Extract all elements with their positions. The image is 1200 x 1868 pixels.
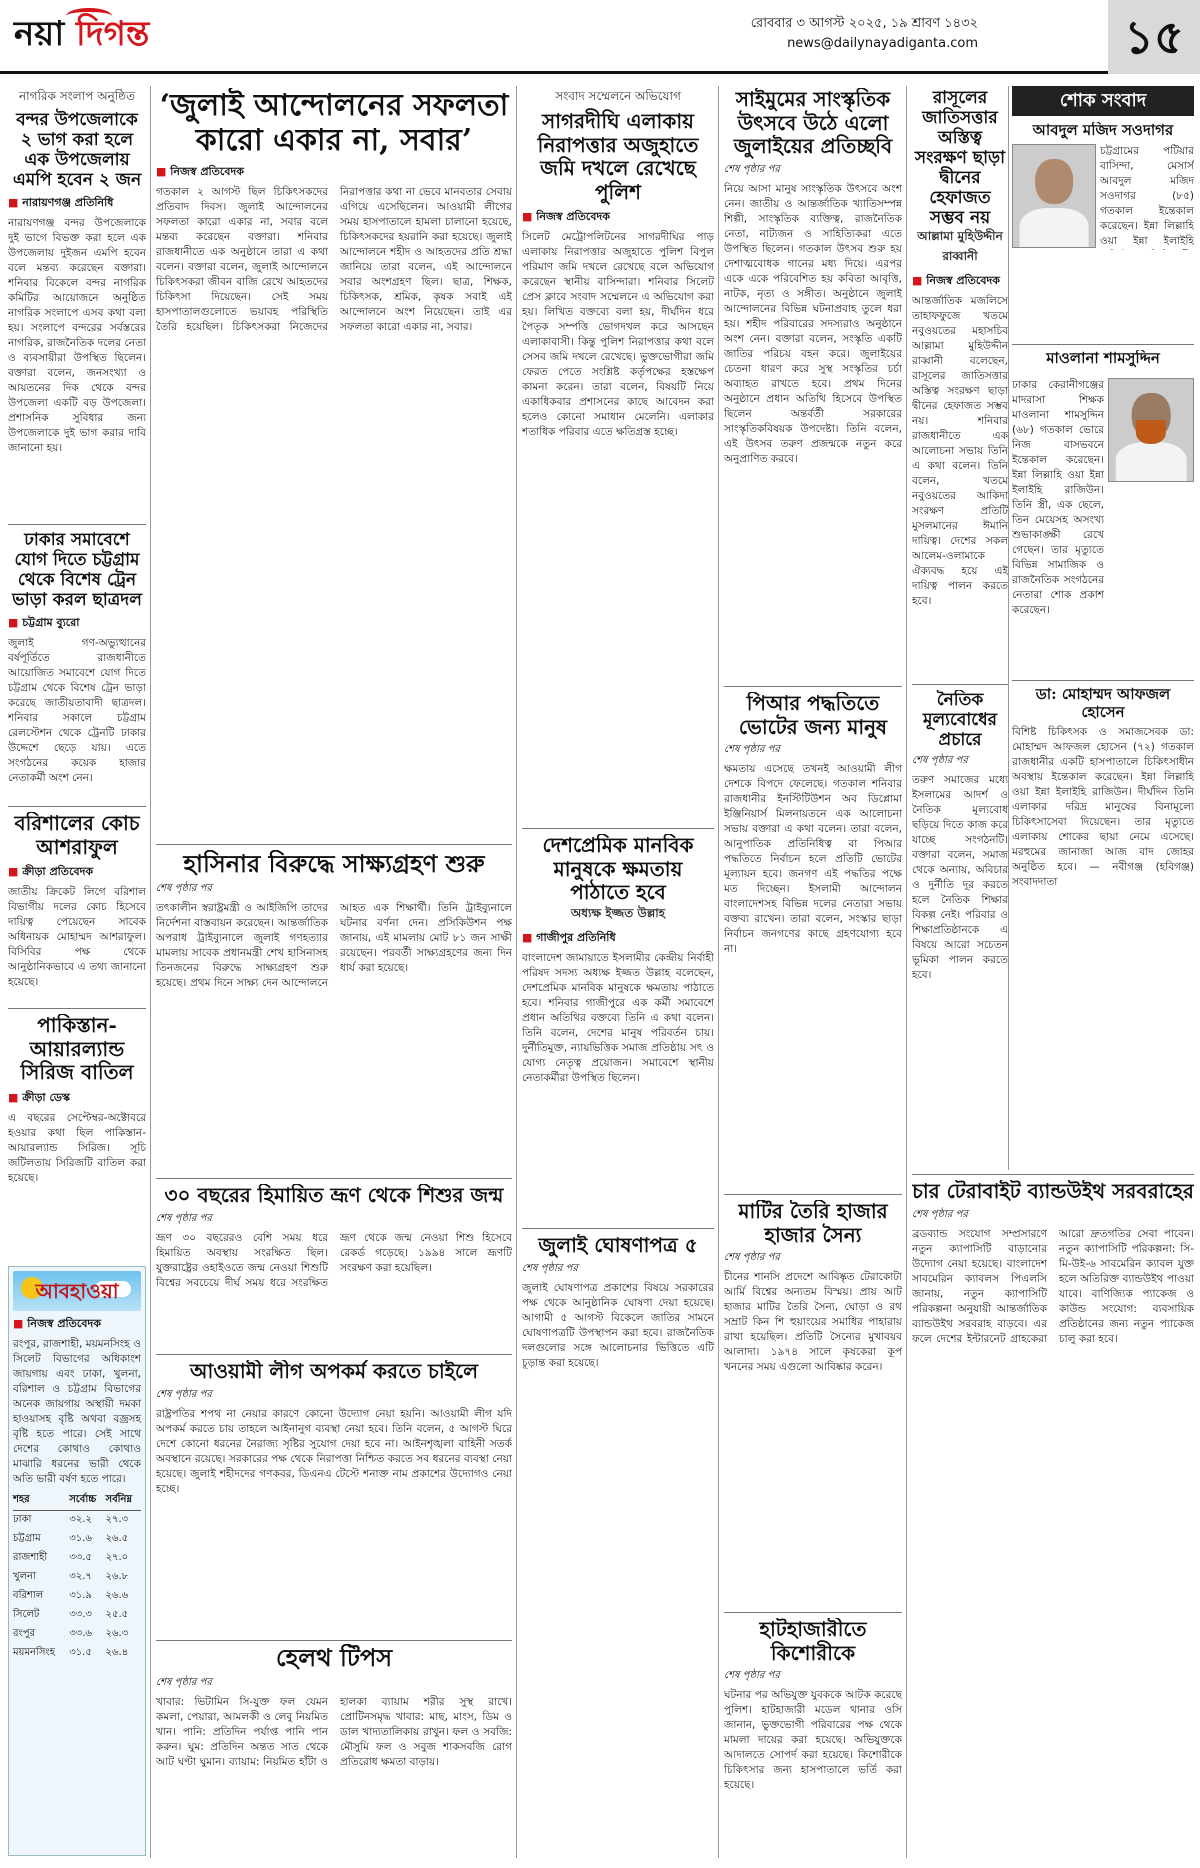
story-divider <box>156 1640 512 1641</box>
story-headline[interactable]: ‘জুলাই আন্দোলনের সফলতা কারো একার না, সবার’ <box>159 88 509 159</box>
story-kicker: সংবাদ সম্মেলনে অভিযোগ <box>555 89 681 103</box>
story-subhead: অধ্যক্ষ ইজ্জত উল্লাহ <box>570 905 666 920</box>
story-frozen-embryo <box>156 1184 512 1348</box>
story-divider <box>156 844 512 845</box>
min-cell: ২৬.৪ <box>105 1647 129 1658</box>
story-divider <box>8 524 146 525</box>
story-headline[interactable]: হাটহাজারীতে কিশোরীকে <box>759 1618 867 1665</box>
story-terracotta <box>724 1200 902 1606</box>
issue-date: রোববার ৩ আগস্ট ২০২৫, ১৯ শ্রাবণ ১৪৩২ <box>750 16 978 31</box>
story-kicker: নাগরিক সংলাপ অনুষ্ঠিত <box>18 89 136 103</box>
story-hasina-trial <box>156 850 512 1172</box>
table-row <box>13 1511 141 1531</box>
story-headline[interactable]: নৈতিক মূল্যবোধের প্রচারে <box>923 690 997 751</box>
max-cell: ৩১.৯ <box>69 1590 92 1601</box>
continued-label: শেষ পৃষ্ঠার পর <box>156 1677 212 1689</box>
continued-label: শেষ পৃষ্ঠার পর <box>156 1388 212 1400</box>
max-cell: ৩১.৫ <box>69 1647 92 1658</box>
column-rule <box>718 86 719 1858</box>
obituary-name[interactable]: ডা: মোহাম্মদ আফজল হোসেন <box>1035 686 1171 721</box>
min-cell: ২৬.৩ <box>105 1628 129 1639</box>
city-cell: চট্টগ্রাম <box>13 1533 41 1544</box>
max-cell: ৩৩.৫ <box>69 1552 92 1563</box>
story-patriotic-people <box>522 834 714 1222</box>
story-moral-values <box>912 690 1008 1168</box>
story-body: ব্রডব্যান্ড সংযোগ সম্প্রসারণে নতুন ক্যাপাসিটি বাড়ানোর উদ্যোগ নেয়া হয়েছে। বাংলাদেশ সাবমেরিন ক্যাবলস পিএলসি জানায়, নতুন ক্যাপাসিটি পরিকল্পনা অনুযায়ী আন্তর্জাতিক ব্যান্ডউইথ সরবরাহ বাড়বে। এর ফলে দেশের ইন্টারনেট গ্রাহকেরা আরো দ্রুতগতির সেবা পাবেন। নতুন ক্যাপাসিটি পরিকল্পনা: সি-মি-উই-৬ সাবমেরিন ক্যাবল যুক্ত হলে অতিরিক্ত ব্যান্ডউইথ পাওয়া যাবে। বাণিজ্যিক প্যাকেজ ও কাউন্ড সংযোগ: ব্যবসায়িক প্রতিষ্ঠানের জন্য নতুন প্যাকেজ চালু করা হবে। <box>912 1227 1194 1345</box>
obituary-name[interactable]: মাওলানা শামসুদ্দিন <box>1046 350 1160 367</box>
story-body: ঘটনার পর অভিযুক্ত যুবককে আটক করেছে পুলিশ। হাটহাজারী মডেল থানার ওসি জানান, ভুক্তভোগী পরিবারের পক্ষ থেকে মামলা দায়ের করা হয়েছে। অভিযুক্তকে আদালতে সোপর্দ করা হয়েছে। কিশোরীকে চিকিৎসার জন্য হাসপাতালে ভর্তি করা হয়েছে। <box>724 1689 902 1792</box>
obituary-3 <box>1012 686 1194 1168</box>
story-divider <box>1012 680 1194 681</box>
story-divider <box>1012 344 1194 345</box>
table-row <box>13 1644 141 1663</box>
city-cell: সিলেট <box>13 1609 40 1620</box>
story-divider <box>912 1174 1194 1175</box>
portrait-photo <box>1108 378 1194 482</box>
story-headline[interactable]: মাটির তৈরি হাজার হাজার সৈন্য <box>738 1200 888 1247</box>
story-headline[interactable]: চার টেরাবাইট ব্যান্ডউইথ সরবরাহের <box>912 1180 1194 1203</box>
city-cell: রংপুর <box>13 1628 36 1639</box>
dateline <box>751 14 978 54</box>
story-july-declaration <box>522 1234 714 1858</box>
story-body: বাংলাদেশ জামায়াতে ইসলামীর কেন্দ্রীয় নির্বাহী পরিষদ সদস্য অধ্যক্ষ ইজ্জত উল্লাহ বলেছেন, দেশপ্রেমিক মানবিক মানুষকে ক্ষমতায় পাঠাতে হবে। শনিবার গাজীপুরে এক কর্মী সমাবেশে প্রধান অতিথির বক্তব্যে তিনি এ কথা বলেন। তিনি বলেন, দেশের মানুষ পরিবর্তন চায়। দুর্নীতিমুক্ত, ন্যায়ভিত্তিক সমাজ প্রতিষ্ঠায় সৎ ও যোগ্য নেতৃত্ব প্রয়োজন। সমাবেশে স্থানীয় নেতাকর্মীরা উপস্থিত ছিলেন। <box>522 951 714 1084</box>
story-july-movement <box>156 88 512 878</box>
obituary-name[interactable]: আবদুল মজিদ সওদাগর <box>1032 122 1174 139</box>
weather-body: রংপুর, রাজশাহী, ময়মনসিংহ ও সিলেট বিভাগের অধিকাংশ জায়গায় এবং ঢাকা, খুলনা, বরিশাল ও চট্টগ্রাম বিভাগের অনেক জায়গায় অস্থায়ী দমকা হাওয়াসহ বৃষ্টি অথবা বজ্রসহ বৃষ্টি হতে পারে। সেই সাথে দেশের কোথাও কোথাও মাঝারি ধরনের ভারী থেকে অতি ভারী বর্ষণ হতে পারে। <box>13 1338 141 1485</box>
obituary-body: বিশিষ্ট চিকিৎসক ও সমাজসেবক ডা: মোহাম্মদ আফজল হোসেন (৭২) গতকাল রাজধানীর একটি হাসপাতালে চিকিৎসাধীন অবস্থায় ইন্তেকাল করেছেন। ইন্না লিল্লাহি ওয়া ইন্না ইলাইহি রাজিউন। দীর্ঘদিন তিনি এলাকার দরিদ্র মানুষের বিনামূল্যে চিকিৎসাসেবা দিয়েছেন। তার মৃত্যুতে এলাকায় শোকের ছায়া নেমে এসেছে। মরহুমের জানাজা আজ বাদ জোহর অনুষ্ঠিত হবে। — নবীগঞ্জ (হবিগঞ্জ) সংবাদদাতা <box>1012 726 1194 889</box>
min-cell: ২৬.৫ <box>105 1533 129 1544</box>
obituary-body: ঢাকার কেরানীগঞ্জের মাদরাসা শিক্ষক মাওলানা শামসুদ্দিন (৬৮) গতকাল ভোরে নিজ বাসভবনে ইন্তেকাল করেছেন। ইন্না লিল্লাহি ওয়া ইন্না ইলাইহি রাজিউন। তিনি স্ত্রী, এক ছেলে, তিন মেয়েসহ অসংখ্য শুভাকাঙ্ক্ষী রেখে গেছেন। তার মৃত্যুতে বিভিন্ন সামাজিক ও রাজনৈতিক সংগঠনের নেতারা শোক প্রকাশ করেছেন। <box>1012 379 1104 616</box>
obituary-2-title <box>1012 350 1194 374</box>
table-row <box>13 1549 141 1568</box>
story-headline[interactable]: বরিশালের কোচ আশরাফুল <box>14 812 140 859</box>
logo-part-1: নয়া <box>14 14 65 54</box>
continued-label: শেষ পৃষ্ঠার পর <box>724 744 780 756</box>
story-headline[interactable]: রাসূলের জাতিসত্তার অস্তিত্ব সংরক্ষণ ছাড়া দ্বীনের হেফাজত সম্ভব নয় <box>914 88 1006 229</box>
story-body: নিয়ে আসা মানুষ সাংস্কৃতিক উৎসবে অংশ নেন। জাতীয় ও আন্তর্জাতিক খ্যাতিসম্পন্ন শিল্পী, সাংস্কৃতিক ব্যক্তিত্ব, রাজনৈতিক নেতা, নাট্যজন ও সাহিত্যিকরা এতে উপস্থিত ছিলেন। গতকাল উৎসব শুরু হয় দেশাত্মবোধক গানের মধ্য দিয়ে। এরপর একে একে পরিবেশিত হয় কবিতা আবৃত্তি, নাটক, নৃত্য ও সঙ্গীত। অনুষ্ঠানে জুলাই আন্দোলনের বিভিন্ন ঘটনাপ্রবাহ তুলে ধরা হয়। শহীদ পরিবারের সদস্যরাও অনুষ্ঠানে অংশ নেন। বক্তারা বলেন, সংস্কৃতি একটি জাতির পরিচয় বহন করে। জুলাইয়ের চেতনা ধারণ করে সুস্থ সংস্কৃতির চর্চা অব্যাহত রাখতে হবে। প্রথম দিনের অনুষ্ঠানে প্রধান অতিথি হিসেবে উপস্থিত ছিলেন অন্তর্বর্তী সরকারের সাংস্কৃতিকবিষয়ক উপদেষ্টা। তিনি বলেন, এই উৎসব তরুণ প্রজন্মকে নতুন করে অনুপ্রাণিত করবে। <box>724 182 902 465</box>
story-body: এ বছরের সেপ্টেম্বর-অক্টোবরে হওয়ার কথা ছিল পাকিস্তান-আয়ারল্যান্ড সিরিজ। সূচি জটিলতায় সিরিজটি বাতিল করা হয়েছে। <box>8 1111 146 1184</box>
portrait-beard <box>1136 420 1166 444</box>
newspaper-logo[interactable] <box>14 14 149 54</box>
col-city: শহর <box>13 1491 69 1511</box>
story-hathazari <box>724 1618 902 1858</box>
story-divider <box>522 1228 714 1229</box>
obituary-2-body <box>1012 378 1104 674</box>
story-barishal-coach <box>8 812 146 1002</box>
city-cell: বরিশাল <box>13 1590 44 1601</box>
continued-label: শেষ পৃষ্ঠার পর <box>156 883 212 895</box>
story-divider <box>724 1194 902 1195</box>
portrait-torso <box>1020 208 1089 248</box>
portrait-head <box>1035 159 1073 204</box>
weather-banner <box>13 1271 141 1311</box>
story-byline: ■ ক্রীড়া প্রতিবেদক <box>8 863 146 882</box>
continued-label: শেষ পৃষ্ঠার পর <box>724 1670 780 1682</box>
table-row <box>13 1606 141 1625</box>
continued-label: শেষ পৃষ্ঠার পর <box>724 1252 780 1264</box>
story-headline[interactable]: হেলথ টিপস <box>275 1644 393 1672</box>
city-cell: রাজশাহী <box>13 1552 48 1563</box>
min-cell: ২৬.৮ <box>105 1571 129 1582</box>
continued-label: শেষ পৃষ্ঠার পর <box>912 1208 968 1220</box>
story-body: জাতীয় ক্রিকেট লিগে বরিশাল বিভাগীয় দলের কোচ হিসেবে দায়িত্ব পেয়েছেন সাবেক অধিনায়ক মোহাম্মদ আশরাফুল। বিসিবির পক্ষ থেকে আনুষ্ঠানিকভাবে এ তথ্য জানানো হয়েছে। <box>8 886 146 989</box>
column-rule <box>150 86 151 1858</box>
story-headline[interactable]: সাগরদীঘি এলাকায় নিরাপত্তার অজুহাতে জমি দখলে রেখেছে পুলিশ <box>537 109 699 204</box>
story-health-tips <box>156 1644 512 1858</box>
story-body: তৎকালীন স্বরাষ্ট্রমন্ত্রী ও আইজিপি তাদের নির্দেশনা বাস্তবায়ন করেছেন। আন্তর্জাতিক অপরাধ ট্রাইব্যুনালে জুলাই গণহত্যার মামলায় সাবেক প্রধানমন্ত্রী শেখ হাসিনাসহ তিনজনের বিরুদ্ধে সাক্ষ্যগ্রহণ শুরু হয়েছে। প্রথম দিনে সাক্ষ্য দেন আন্দোলনে আহত এক শিক্ষার্থী। তিনি ট্রাইব্যুনালে ঘটনার বর্ণনা দেন। প্রসিকিউশন পক্ষ জানায়, এই মামলায় মোট ৮১ জন সাক্ষী রয়েছেন। পরবর্তী সাক্ষ্যগ্রহণের জন্য দিন ধার্য করা হয়েছে। <box>156 902 512 990</box>
story-byline: ■ চট্টগ্রাম ব্যুরো <box>8 614 146 633</box>
col-min: সর্বনিম্ন <box>105 1491 141 1511</box>
table-row <box>13 1587 141 1606</box>
max-cell: ৩২.৭ <box>69 1571 92 1582</box>
story-body: ভ্রূণ ৩০ বছরেরও বেশি সময় ধরে হিমায়িত অবস্থায় সংরক্ষিত ছিল। যুক্তরাষ্ট্রের ওহাইওতে জন্ম নেওয়া শিশুটি বিশ্বের সবচেয়ে দীর্ঘ সময় ধরে সংরক্ষিত ভ্রূণ থেকে জন্ম নেওয়া শিশু হিসেবে রেকর্ড গড়েছে। ১৯৯৪ সালে ভ্রূণটি সংরক্ষণ করা হয়েছিল। <box>156 1231 512 1289</box>
city-cell: ময়মনসিংহ <box>13 1647 55 1658</box>
column-rule <box>906 86 907 1858</box>
continued-label: শেষ পৃষ্ঠার পর <box>724 163 780 175</box>
story-divider <box>156 1178 512 1179</box>
story-body: জুলাই ঘোষণাপত্র প্রকাশের বিষয়ে সরকারের পক্ষ থেকে আনুষ্ঠানিক ঘোষণা দেয়া হয়েছে। আগামী ৫ আগস্ট বিকেলে জাতির সামনে ঘোষণাপত্রটি উপস্থাপন করা হবে। রাজনৈতিক দলগুলোর সঙ্গে আলোচনার ভিত্তিতে এটি চূড়ান্ত করা হয়েছে। <box>522 1281 714 1369</box>
story-divider <box>8 806 146 807</box>
story-awami-league <box>156 1360 512 1636</box>
table-row <box>13 1625 141 1644</box>
story-subhead: আল্লামা মুহিউদ্দীন রাব্বানী <box>917 229 1003 264</box>
story-byline: ■ নিজস্ব প্রতিবেদক <box>522 208 714 227</box>
story-body: তরুণ সমাজের মধ্যে ইসলামের আদর্শ ও নৈতিক মূল্যবোধ ছড়িয়ে দিতে কাজ করে যাচ্ছে সংগঠনটি। বক্তারা বলেন, সমাজ থেকে অন্যায়, অবিচার ও দুর্নীতি দূর করতে হলে নৈতিক শিক্ষার বিকল্প নেই। পরিবার ও শিক্ষাপ্রতিষ্ঠানকে এ বিষয়ে আরো সচেতন ভূমিকা পালন করতে হবে। <box>912 774 1008 982</box>
max-cell: ৩১.৬ <box>69 1533 92 1544</box>
temperature-table <box>13 1491 141 1663</box>
portrait-torso <box>1116 442 1187 482</box>
story-khatme-nabuwat <box>912 88 1008 678</box>
max-cell: ৩৩.৩ <box>69 1609 92 1620</box>
story-sagardighi-land <box>522 88 714 822</box>
weather-box <box>8 1266 146 1856</box>
masthead <box>0 0 1200 74</box>
story-body: জুলাই গণ-অভ্যুত্থানের বর্ষপূর্তিতে রাজধানীতে আয়োজিত সমাবেশে যোগ দিতে চট্টগ্রাম থেকে বিশেষ ট্রেন ভাড়া করেছে জাতীয়তাবাদী ছাত্রদল। শনিবার সকালে চট্টগ্রাম রেলস্টেশন থেকে ট্রেনটি ঢাকার উদ্দেশে ছেড়ে যায়। এতে সংগঠনের কয়েক হাজার নেতাকর্মী অংশ নেন। <box>8 637 146 785</box>
story-bandwidth <box>912 1180 1194 1858</box>
story-divider <box>724 686 902 687</box>
story-headline[interactable]: আওয়ামী লীগ অপকর্ম করতে চাইলে <box>189 1360 478 1383</box>
story-divider <box>522 828 714 829</box>
story-divider <box>724 1612 902 1613</box>
logo-part-2: দিগন্ত <box>76 14 150 54</box>
story-saimum-festival <box>724 88 902 680</box>
contact-email[interactable]: news@dailynayadiganta.com <box>787 36 978 51</box>
page-number: ১৫ <box>1108 0 1200 74</box>
story-body: ক্ষমতায় এসেছে তখনই আওয়ামী লীগ দেশকে বিপদে ফেলেছে। গতকাল শনিবার রাজধানীর ইনস্টিটিউশন অব ডিপ্লোমা ইঞ্জিনিয়ার্স মিলনায়তনে এক আলোচনা সভায় বক্তারা এ কথা বলেন। তারা বলেন, আনুপাতিক প্রতিনিধিত্ব বা পিআর পদ্ধতিতে নির্বাচন হলে প্রতিটি ভোটের মূল্যায়ন হবে। জনগণ এই পদ্ধতির পক্ষে মত দিচ্ছেন। ইসলামী আন্দোলন বাংলাদেশসহ বিভিন্ন দলের নেতারা সভায় বক্তব্য রাখেন। তারা বলেন, সংস্কার ছাড়া নির্বাচন জনগণের কাছে গ্রহণযোগ্য হবে না। <box>724 763 902 956</box>
story-headline[interactable]: হাসিনার বিরুদ্ধে সাক্ষ্যগ্রহণ শুরু <box>183 850 485 878</box>
table-row <box>13 1568 141 1587</box>
col-max: সর্বোচ্চ <box>69 1491 105 1511</box>
story-headline[interactable]: পাকিস্তান-আয়ারল্যান্ড সিরিজ বাতিল <box>20 1014 134 1085</box>
story-body: সিলেট মেট্রোপলিটনের সাগরদীঘির পাড় এলাকায় নিরাপত্তার অজুহাতে পুলিশ বিপুল পরিমাণ জমি দখলে রেখেছে বলে অভিযোগ করেছেন স্থানীয় বাসিন্দারা। শনিবার সিলেট প্রেস ক্লাবে সংবাদ সম্মেলনে এ অভিযোগ করা হয়। লিখিত বক্তব্যে বলা হয়, দীর্ঘদিন ধরে পৈতৃক সম্পত্তি ভোগদখল করে আসছেন এলাকাবাসী। কিন্তু পুলিশ নিরাপত্তার কথা বলে সেসব জমি দখলে রেখেছে। ভুক্তভোগীরা জমি ফেরত পেতে সংশ্লিষ্ট কর্তৃপক্ষের হস্তক্ষেপ কামনা করেন। তারা বলেন, বিষয়টি নিয়ে একাধিকবার প্রশাসনের কাছে আবেদন করা হলেও কোনো সমাধান মেলেনি। এলাকার শতাধিক পরিবার এতে ক্ষতিগ্রস্ত হচ্ছে। <box>522 231 714 439</box>
story-body: আন্তর্জাতিক মজলিসে তাহাফফুজে খতমে নবুওয়তের মহাসচিব আল্লামা মুহিউদ্দীন রাব্বানী বলেছেন, রাসূলের জাতিসত্তার অস্তিত্ব সংরক্ষণ ছাড়া দ্বীনের হেফাজত সম্ভব নয়। শনিবার রাজধানীতে এক আলোচনা সভায় তিনি এ কথা বলেন। তিনি বলেন, খতমে নবুওয়তের আকিদা সংরক্ষণ প্রতিটি মুসলমানের ঈমানি দায়িত্ব। দেশের সকল আলেম-ওলামাকে ঐক্যবদ্ধ হয়ে এই দায়িত্ব পালন করতে হবে। <box>912 295 1008 608</box>
table-row <box>13 1530 141 1549</box>
min-cell: ২৬.৬ <box>105 1590 129 1601</box>
story-pr-method <box>724 692 902 1188</box>
continued-label: শেষ পৃষ্ঠার পর <box>156 1212 212 1224</box>
story-divider <box>912 684 1008 685</box>
continued-label: শেষ পৃষ্ঠার পর <box>912 755 968 767</box>
story-headline[interactable]: জুলাই ঘোষণাপত্র ৫ <box>538 1234 698 1257</box>
story-byline: ■ নিজস্ব প্রতিবেদক <box>156 163 512 182</box>
story-headline[interactable]: দেশপ্রেমিক মানবিক মানুষকে ক্ষমতায় পাঠাতে হবে <box>542 834 694 905</box>
story-divider <box>8 1008 146 1009</box>
story-headline[interactable]: সাইমুমের সাংস্কৃতিক উৎসবে উঠে এলো জুলাইয়ের প্রতিচ্ছবি <box>733 88 893 159</box>
story-headline[interactable]: ৩০ বছরের হিমায়িত ভ্রূণ থেকে শিশুর জন্ম <box>164 1184 504 1207</box>
story-body: চীনের শানসি প্রদেশে আবিষ্কৃত টেরাকোটা আর্মি বিশ্বের অন্যতম বিস্ময়। প্রায় আট হাজার মাটির তৈরি সৈন্য, ঘোড়া ও রথ সম্রাট কিন শি হুয়াংয়ের সমাধির পাহারায় রাখা হয়েছিল। প্রতিটি সৈন্যের মুখাবয়ব আলাদা। ১৯৭৪ সালে কৃষকেরা কূপ খননের সময় এগুলো আবিষ্কার করেন। <box>724 1271 902 1374</box>
story-headline[interactable]: বন্দর উপজেলাকে ২ ভাগ করা হলে এক উপজেলায় এমপি হবেন ২ জন <box>12 110 142 191</box>
story-chattogram-train <box>8 530 146 800</box>
story-pak-ireland <box>8 1014 146 1258</box>
story-divider <box>156 1354 512 1355</box>
weather-title: আবহাওয়া <box>35 1279 119 1303</box>
column-rule <box>1008 86 1009 1170</box>
story-body: খাবার: ভিটামিন সি-যুক্ত ফল যেমন কমলা, পেয়ারা, আমলকী ও লেবু নিয়মিত খান। পানি: প্রতিদিন পর্যাপ্ত পানি পান করুন। ঘুম: প্রতিদিন অন্তত সাত থেকে আট ঘণ্টা ঘুমান। ব্যায়াম: নিয়মিত হাঁটা ও হালকা ব্যায়াম শরীর সুস্থ রাখে। প্রোটিনসমৃদ্ধ খাবার: মাছ, মাংস, ডিম ও ডাল খাদ্যতালিকায় রাখুন। ফল ও সবজি: মৌসুমি ফল ও সবুজ শাকসবজি রোগ প্রতিরোধ ক্ষমতা বাড়ায়। <box>156 1696 512 1769</box>
max-cell: ৩৩.৬ <box>69 1628 92 1639</box>
continued-label: শেষ পৃষ্ঠার পর <box>522 1262 578 1274</box>
story-body: রাষ্ট্রপতির শপথ না নেয়ার কারণে কোনো উদ্যোগ নেয়া হয়নি। আওয়ামী লীগ যদি অপকর্ম করতে চায় তাহলে আইনানুগ ব্যবস্থা নেয়া হবে। তিনি বলেন, ৫ আগস্ট ঘিরে দেশে কোনো ধরনের নৈরাজ্য সৃষ্টির সুযোগ দেয়া হবে না। আইনশৃঙ্খলা বাহিনী সতর্ক অবস্থানে রয়েছে। সরকারের পক্ষ থেকে নিরাপত্তা নিশ্চিত করতে সব ধরনের ব্যবস্থা নেয়া হয়েছে। জুলাই শহীদদের গণকবর, ডিএনএ টেস্টে শনাক্ত নাম প্রকাশের উদ্যোগও নেয়া হচ্ছে। <box>156 1407 512 1495</box>
min-cell: ২৭.০ <box>105 1552 129 1563</box>
story-byline: ■ নারায়ণগঞ্জ প্রতিনিধি <box>8 194 146 213</box>
obituary-section-tag: শোক সংবাদ <box>1012 86 1194 116</box>
story-byline: ■ নিজস্ব প্রতিবেদক <box>912 272 1008 291</box>
max-cell: ৩২.২ <box>69 1514 92 1525</box>
story-body: গতকাল ২ আগস্ট ছিল চিকিৎসকদের প্রতিবাদ দিবস। জুলাই আন্দোলনের সফলতা কারো একার না, সবার বলে মন্তব্য করেছেন বক্তারা। শনিবার রাজধানীতে এক অনুষ্ঠানে তারা এ কথা বলেন। বক্তারা বলেন, জুলাই আন্দোলনে চিকিৎসকরা জীবন বাজি রেখে আহতদের চিকিৎসা দিয়েছেন। সেই সময় হাসপাতালগুলোতে ভয়াবহ পরিস্থিতি তৈরি হয়েছিল। চিকিৎসকরা নিজেদের নিরাপত্তার কথা না ভেবে মানবতার সেবায় এগিয়ে এসেছিলেন। আওয়ামী লীগের সময় হাসপাতালে হামলা চালানো হয়েছে, চিকিৎসকদের হয়রানি করা হয়েছে। জুলাই আন্দোলনে শহীদ ও আহতদের প্রতি শ্রদ্ধা জানিয়ে তারা বলেন, এই আন্দোলনে সবার অংশগ্রহণ ছিল। ছাত্র, শিক্ষক, চিকিৎসক, শ্রমিক, কৃষক সবাই এই আন্দোলনে অংশ নিয়েছেন। তাই এর সফলতা কারো একার না, সবার। <box>156 185 512 333</box>
story-byline: ■ ক্রীড়া ডেস্ক <box>8 1089 146 1108</box>
story-bandar-upazila <box>8 88 146 518</box>
obituary-body: চট্টগ্রামের পটিয়ার বাসিন্দা, মেসার্স আবদুল মজিদ সওদাগর (৮৫) গতকাল ইন্তেকাল করেছেন। ইন্না লিল্লাহি ওয়া ইন্না ইলাইহি <box>1100 145 1194 247</box>
min-cell: ২৭.৩ <box>105 1514 129 1525</box>
story-body: নারায়ণগঞ্জ বন্দর উপজেলাকে দুই ভাগে বিভক্ত করা হলে এক উপজেলায় দুইজন এমপি হবেন বলে মন্তব্য করেছেন বক্তারা। শনিবার বিকেলে বন্দর নাগরিক কমিটির আয়োজনে অনুষ্ঠিত নাগরিক সংলাপে এসব কথা বলা হয়। সংলাপে বন্দরের সর্বস্তরের নাগরিক, রাজনৈতিক দলের নেতা ও ব্যবসায়ীরা উপস্থিত ছিলেন। বক্তারা বলেন, জনসংখ্যা ও আয়তনের দিক থেকে বন্দর উপজেলা একটি বড় উপজেলা। প্রশাসনিক সুবিধার জন্য উপজেলাকে দুই ভাগ করার দাবি জানানো হয়। <box>8 217 146 455</box>
column-rule <box>516 86 517 1858</box>
city-cell: খুলনা <box>13 1571 36 1582</box>
story-headline[interactable]: পিআর পদ্ধতিতে ভোটের জন্য মানুষ <box>738 692 888 739</box>
story-byline: ■ গাজীপুর প্রতিনিধি <box>522 929 714 948</box>
portrait-photo <box>1012 144 1096 248</box>
min-cell: ২৫.৫ <box>105 1609 129 1620</box>
story-headline[interactable]: ঢাকার সমাবেশে যোগ দিতে চট্টগ্রাম থেকে বিশেষ ট্রেন ভাড়া করল ছাত্রদল <box>12 530 142 611</box>
obituary-1-body-side <box>1100 144 1194 250</box>
city-cell: ঢাকা <box>13 1514 32 1525</box>
weather-byline: ■ নিজস্ব প্রতিবেদক <box>13 1315 141 1334</box>
